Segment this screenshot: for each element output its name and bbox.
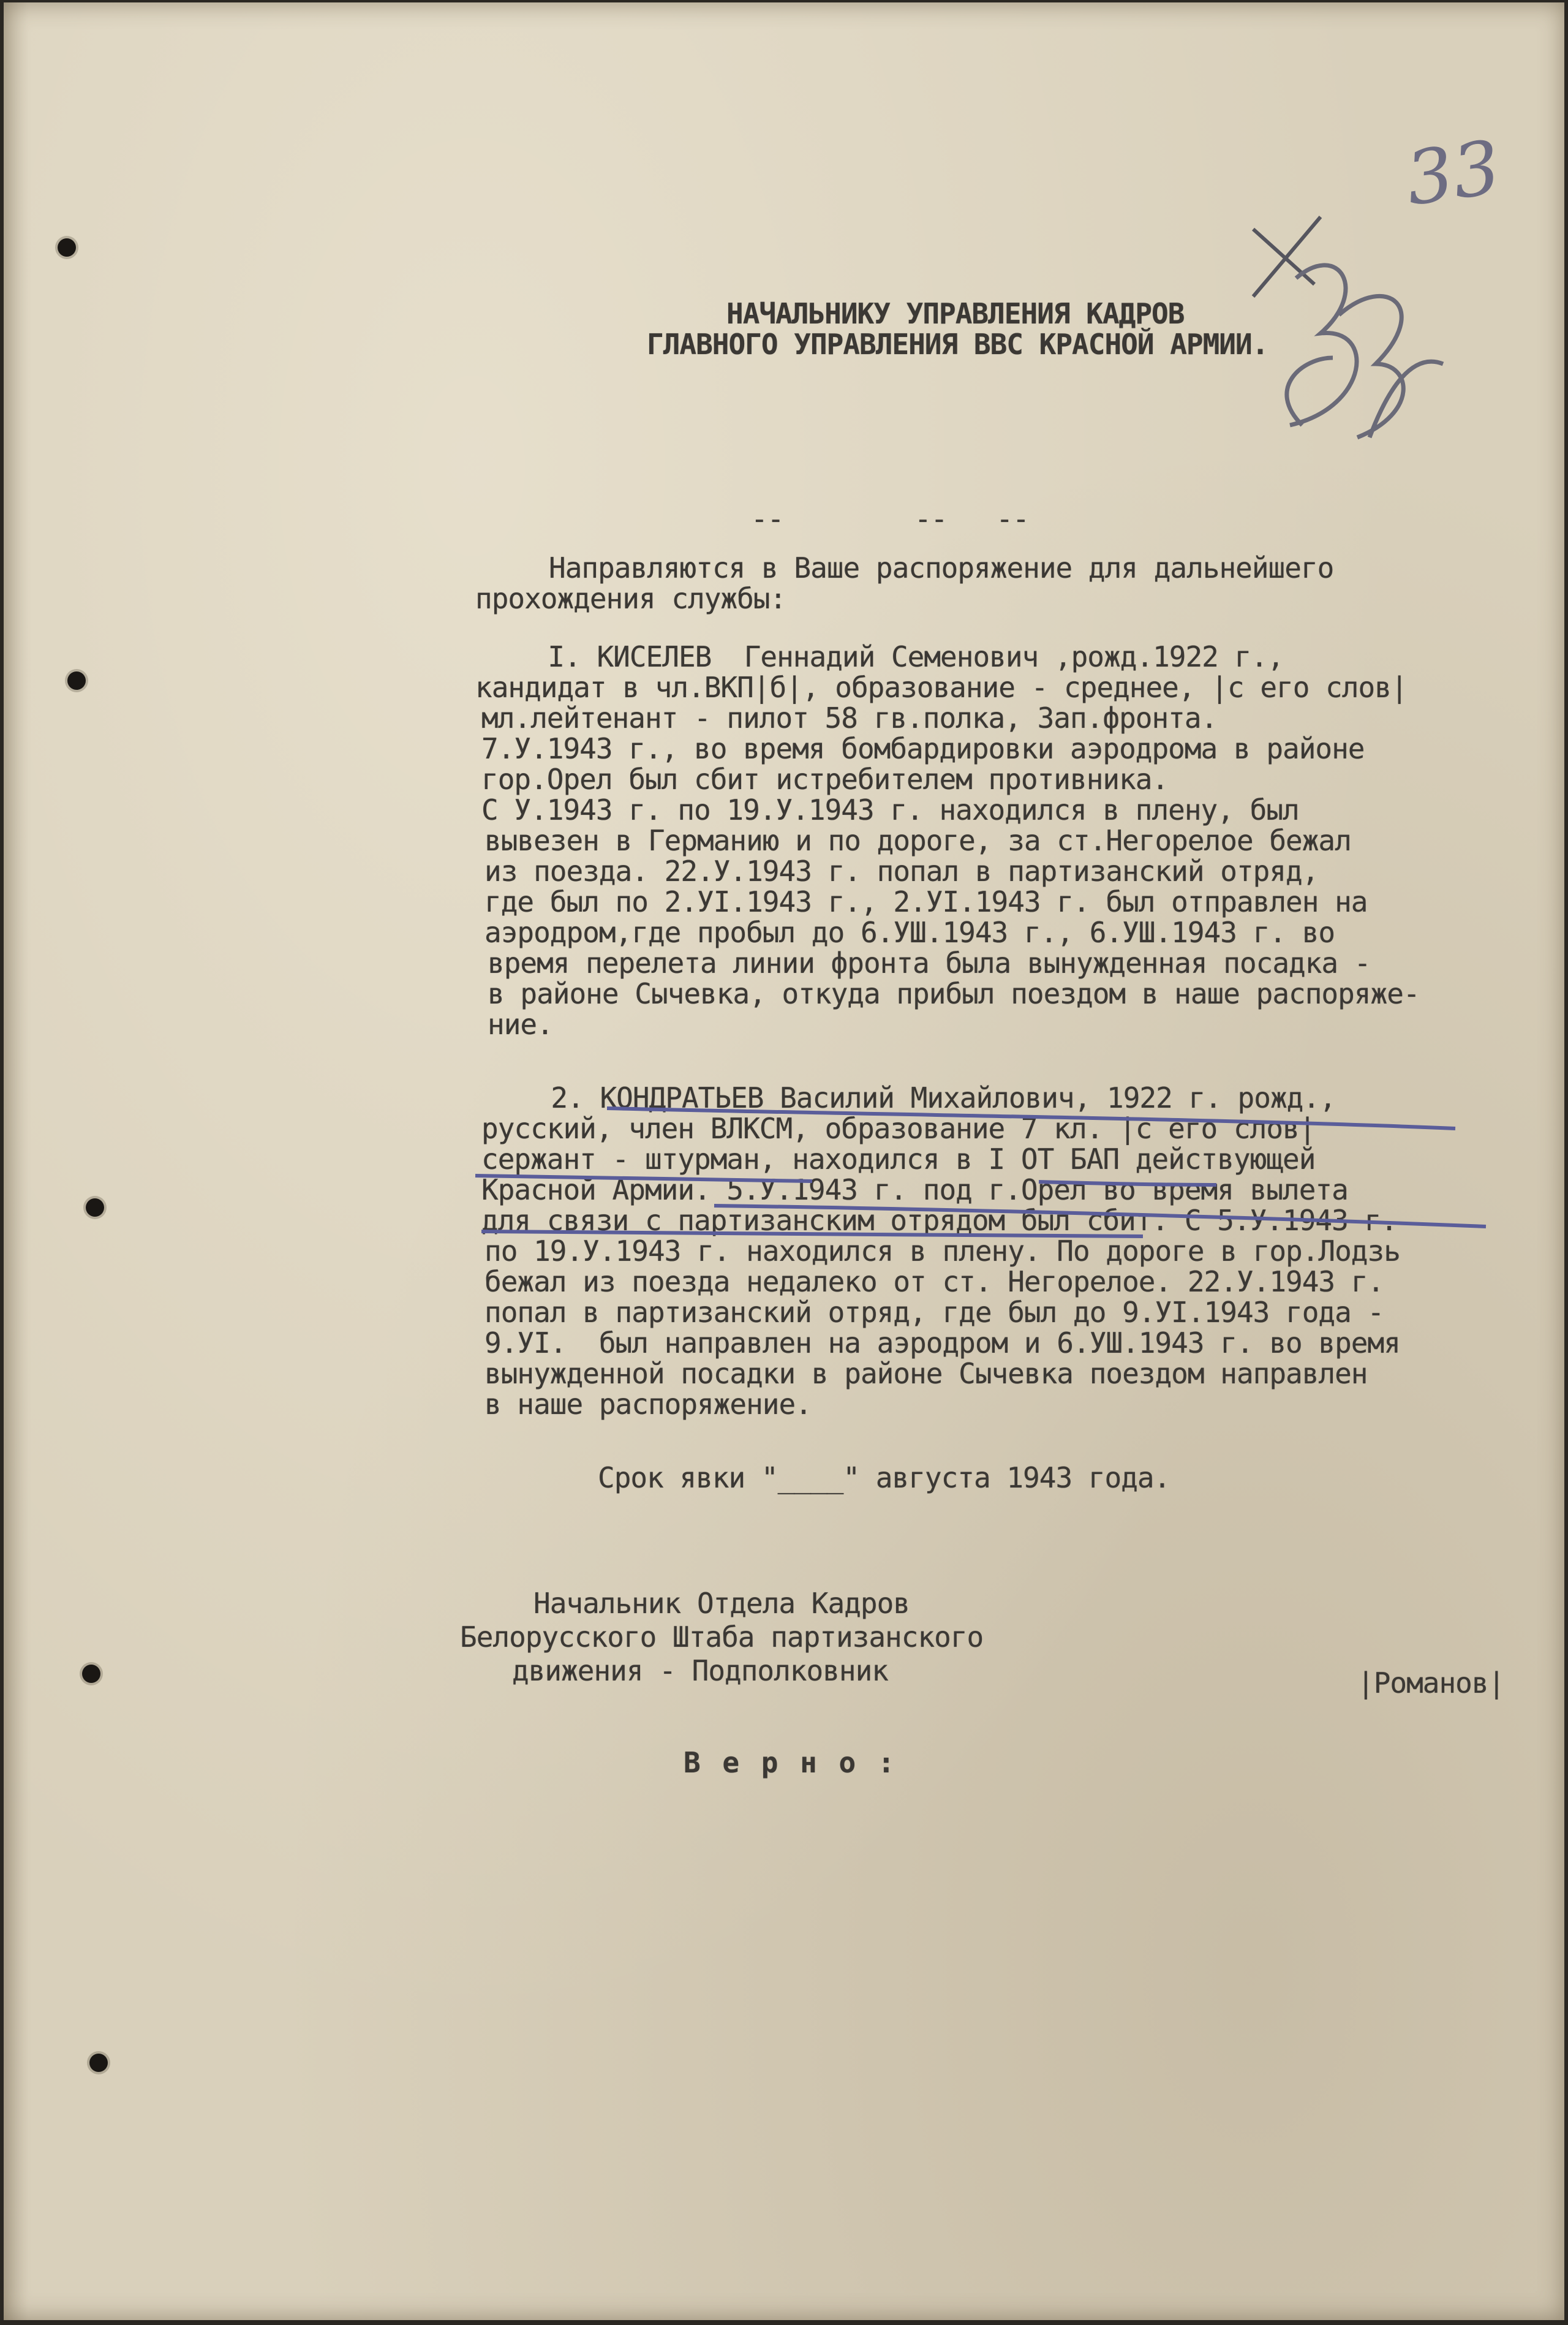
intro-line: прохождения службы:	[475, 582, 786, 615]
deadline-line: Срок явки "____" августа 1943 года.	[598, 1461, 1170, 1494]
item-line: 7.У.1943 г., во время бомбардировки аэродрома в районе	[481, 732, 1365, 765]
intro-line: Направляются в Ваше распоряжение для дальнейшего	[549, 551, 1334, 584]
item-line: кандидат в чл.ВКП|б|, образование - среднее, |с его слов|	[475, 671, 1408, 704]
document-page	[4, 2, 1564, 2320]
item-line: гор.Орел был сбит истребителем противника.	[481, 763, 1169, 796]
item-line: попал в партизанский отряд, где был до 9.УI.1943 года -	[484, 1296, 1384, 1329]
signer-name: |Романов|	[1357, 1666, 1505, 1699]
item-line: 2. КОНДРАТЬЕВ Василий Михайлович, 1922 г. рожд.,	[518, 1081, 1336, 1114]
item-line: вынужденной посадки в районе Сычевка поездом направлен	[484, 1357, 1368, 1390]
item-line: время перелета линии фронта была вынужденная посадка -	[488, 947, 1371, 980]
addressee-line: ГЛАВНОГО УПРАВЛЕНИЯ ВВС КРАСНОЙ АРМИИ.	[647, 328, 1268, 361]
separator: -- -- --	[751, 502, 1029, 535]
addressee-line: НАЧАЛЬНИКУ УПРАВЛЕНИЯ КАДРОВ	[726, 297, 1185, 330]
binder-hole	[89, 2054, 108, 2072]
item-line: С У.1943 г. по 19.У.1943 г. находился в плену, был	[481, 793, 1299, 826]
signature-title-line: Начальник Отдела Кадров	[533, 1587, 910, 1620]
item-line: бежал из поезда недалеко от ст. Негорелое. 22.У.1943 г.	[484, 1265, 1384, 1298]
binder-hole	[67, 671, 86, 690]
item-line: русский, член ВЛКСМ, образование 7 кл. |с его слов|	[481, 1112, 1316, 1145]
verified-mark: В е р н о :	[684, 1746, 897, 1779]
item-line: ние.	[488, 1008, 553, 1041]
item-line: аэродром,где пробыл до 6.УШ.1943 г., 6.УШ.1943 г. во	[484, 916, 1335, 949]
item-line: из поезда. 22.У.1943 г. попал в партизанский отряд,	[484, 855, 1319, 888]
item-line: сержант - штурман, находился в I ОТ БАП действующей	[481, 1143, 1316, 1176]
binder-hole	[86, 1198, 104, 1217]
item-line: Красной Армии. 5.У.1943 г. под г.Орел во время вылета	[481, 1173, 1348, 1206]
archive-page-number: 33	[1401, 125, 1506, 222]
binder-hole	[82, 1665, 100, 1683]
item-line: мл.лейтенант - пилот 58 гв.полка, Зап.фронта.	[481, 701, 1218, 735]
item-line: для связи с партизанским отрядом был сбит. С 5.У.1943 г.	[481, 1204, 1397, 1237]
signature-title-line: движения - Подполковник	[512, 1654, 888, 1687]
item-line: по 19.У.1943 г. находился в плену. По дороге в гор.Лодзь	[484, 1234, 1400, 1268]
item-line: 9.УI. был направлен на аэродром и 6.УШ.1943 г. во время	[484, 1326, 1400, 1359]
item-line: I. КИСЕЛЕВ Геннадий Семенович ,рожд.1922 г.,	[515, 640, 1284, 673]
item-line: где был по 2.УI.1943 г., 2.УI.1943 г. был отправлен на	[484, 885, 1368, 918]
signature-title-line: Белорусского Штаба партизанского	[460, 1620, 984, 1654]
item-line: в наше распоряжение.	[484, 1388, 812, 1421]
item-line: вывезен в Германию и по дороге, за ст.Негорелое бежал	[484, 824, 1351, 857]
item-line: в районе Сычевка, откуда прибыл поездом в наше распоряже-	[488, 977, 1420, 1010]
binder-hole	[58, 238, 76, 257]
